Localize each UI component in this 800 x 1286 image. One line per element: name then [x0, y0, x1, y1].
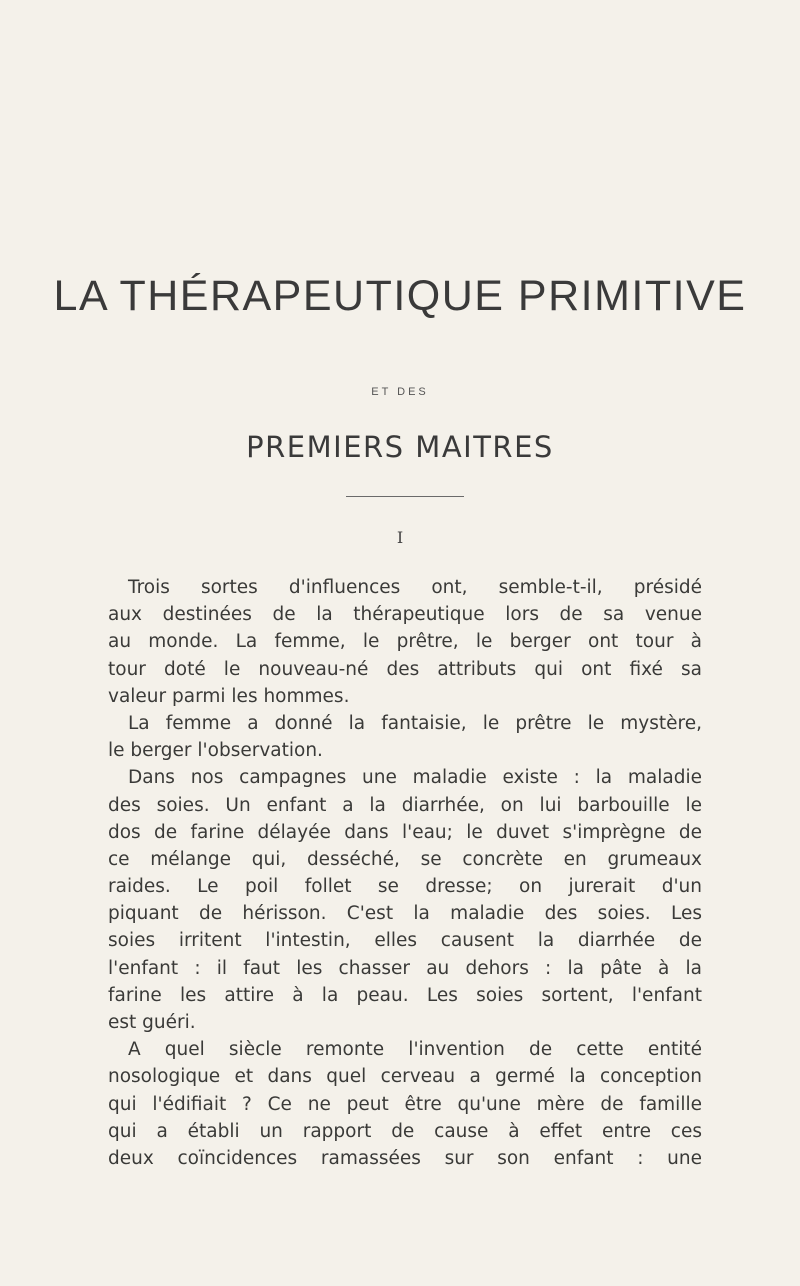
text-line: A quel siècle remonte l'invention de cette entité: [128, 1039, 702, 1061]
section-number: I: [396, 528, 404, 547]
text-line: au monde. La femme, le prêtre, le berger ont tour à: [108, 631, 702, 653]
text-line: des soies. Un enfant a la diarrhée, on lui barbouille le: [108, 794, 702, 816]
text-line: le berger l'observation.: [108, 740, 323, 762]
text-line: ce mélange qui, desséché, se concrète en grumeaux: [108, 848, 702, 870]
text-line: qui a établi un rapport de cause à effet entre ces: [108, 1120, 702, 1142]
text-line: raides. Le poil follet se dresse; on jurerait d'un: [108, 876, 702, 898]
text-line: dos de farine délayée dans l'eau; le duvet s'imprègne de: [108, 821, 702, 843]
text-line: piquant de hérisson. C'est la maladie des soies. Les: [108, 903, 702, 925]
text-line: Dans nos campagnes une maladie existe : la maladie: [128, 767, 702, 789]
title-connector: ET DES: [371, 386, 429, 398]
text-line: deux coïncidences ramassées sur son enfant : une: [108, 1147, 702, 1169]
text-line: tour doté le nouveau-né des attributs qui ont fixé sa: [108, 658, 702, 680]
chapter-subtitle: PREMIERS MAITRES: [246, 430, 554, 464]
body-paragraphs: [108, 574, 702, 1172]
text-line: Trois sortes d'influences ont, semble-t-il, présidé: [128, 577, 702, 598]
text-line: farine les attire à la peau. Les soies sortent, l'enfant: [108, 984, 702, 1006]
text-line: valeur parmi les hommes.: [108, 685, 350, 707]
title-divider-rule: [346, 496, 464, 497]
text-line: l'enfant : il faut les chasser au dehors : la pâte à la: [108, 957, 702, 979]
text-line: aux destinées de la thérapeutique lors de sa venue: [108, 604, 702, 626]
text-line: est guéri.: [108, 1012, 196, 1033]
text-line: nosologique et dans quel cerveau a germé la conception: [108, 1066, 702, 1088]
text-line: soies irritent l'intestin, elles causent la diarrhée de: [108, 930, 702, 952]
chapter-title: LA THÉRAPEUTIQUE PRIMITIVE: [53, 272, 747, 320]
text-line: La femme a donné la fantaisie, le prêtre le mystère,: [128, 712, 702, 734]
text-line: qui l'édifiait ? Ce ne peut être qu'une mère de famille: [108, 1093, 702, 1115]
